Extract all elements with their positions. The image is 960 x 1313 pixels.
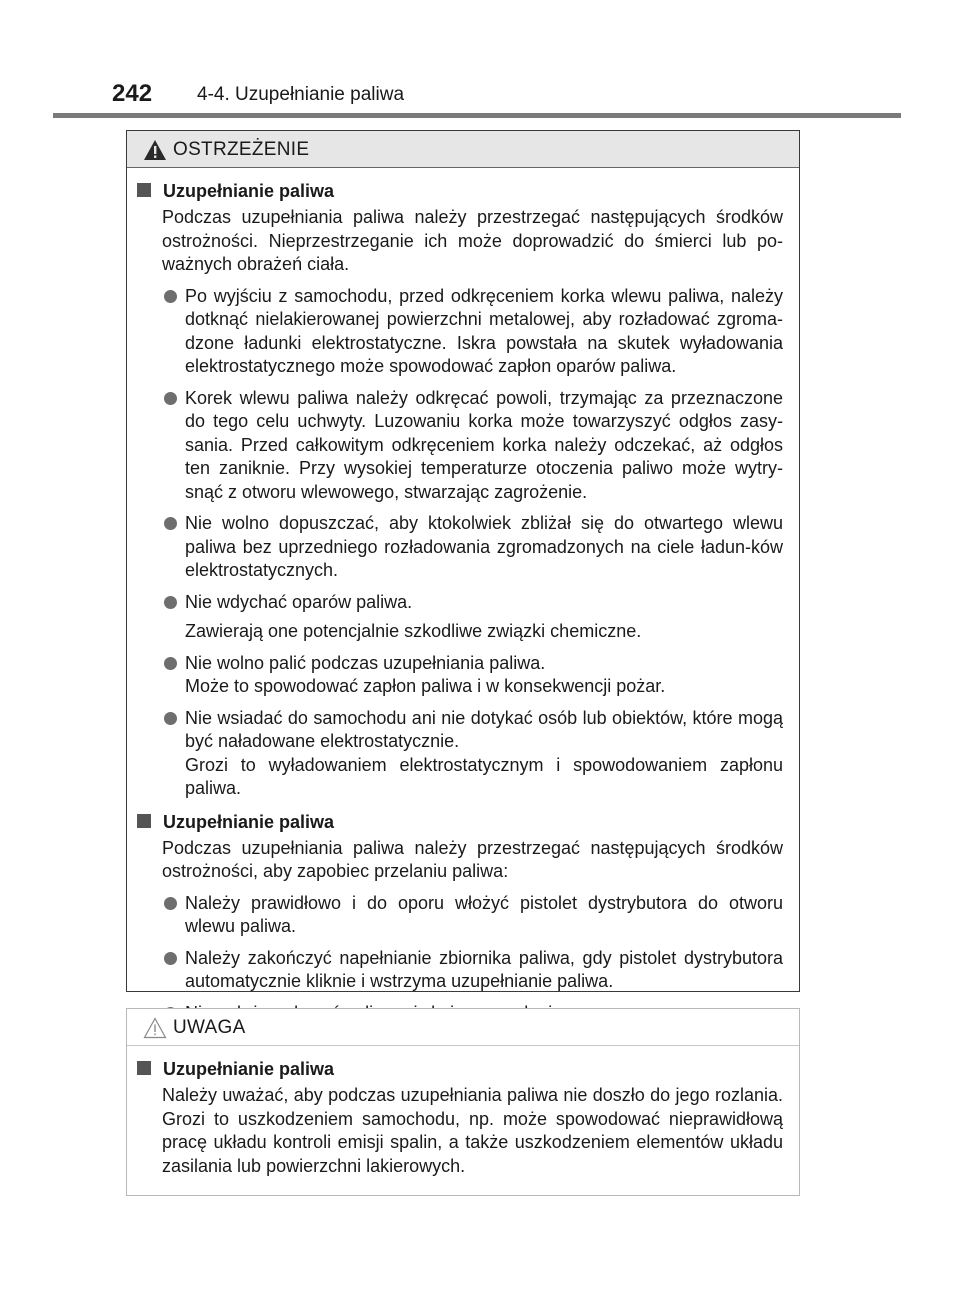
list-item: Należy zakończyć napełnianie zbiornika paliwa, gdy pistolet dystrybutora automatycznie kliknie i wstrzyma uzupełnianie paliwa. [137, 947, 785, 994]
section-heading: Uzupełnianie paliwa [137, 178, 785, 206]
list-item: Po wyjściu z samochodu, przed odkręceniem korka wlewu paliwa, należy dotknąć nielakierowanej powierzchni metalowej, aby rozładować zgroma-dzone ładunki elektrostatyczne. Iskra powstała na skutek wyładowania elektrostatycznego może spowodować zapłon oparów paliwa. [137, 285, 785, 379]
item-note: Może to spowodować zapłon paliwa i w konsekwencji pożar. [185, 676, 666, 696]
round-bullet-icon [164, 290, 177, 303]
list-item: Należy prawidłowo i do oporu włożyć pistolet dystrybutora do otworu wlewu paliwa. [137, 892, 785, 939]
notice-title: UWAGA [173, 1017, 246, 1038]
list-item: Korek wlewu paliwa należy odkręcać powoli, trzymając za przeznaczone do tego celu uchwyty. Luzowaniu korka może towarzyszyć odgłos zasy-sania. Przed całkowitym odkręceniem korka należy odczekać, aż odgłos ten zaniknie. Przy wysokiej temperaturze otoczenia paliwo może wytry-snąć z otworu wlewowego, stwarzając zagrożenie. [137, 387, 785, 505]
round-bullet-icon [164, 952, 177, 965]
square-bullet-icon [137, 183, 151, 197]
round-bullet-icon [164, 517, 177, 530]
caution-triangle-icon [143, 1017, 167, 1039]
round-bullet-icon [164, 392, 177, 405]
list-item: Nie wolno palić podczas uzupełniania paliwa. Może to spowodować zapłon paliwa i w konsekwencji pożar. [137, 652, 785, 699]
warning-title: OSTRZEŻENIE [173, 139, 310, 160]
round-bullet-icon [164, 657, 177, 670]
section-heading: Uzupełnianie paliwa [137, 1056, 785, 1084]
section-intro: Podczas uzupełniania paliwa należy przestrzegać następujących środków ostrożności. Nieprzestrzeganie ich może doprowadzić do śmierci lub po-ważnych obrażeń ciała. [162, 207, 783, 274]
notice-box-body [127, 1046, 799, 1178]
list-item: Nie wdychać oparów paliwa. Zawierają one potencjalnie szkodliwe związki chemiczne. [137, 591, 785, 644]
square-bullet-icon [137, 814, 151, 828]
item-note: Grozi to wyładowaniem elektrostatycznym i spowodowaniem zapłonu paliwa. [185, 754, 783, 798]
notice-text: Należy uważać, aby podczas uzupełniania paliwa nie doszło do jego rozlania. Grozi to uszkodzeniem samochodu, np. może spowodować nieprawidłową pracę układu kontroli emisji spalin, a także uszkodzeniem elementów układu zasilania lub powierzchni lakierowych. [162, 1085, 783, 1176]
notice-box-header [127, 1009, 799, 1046]
item-note: Zawierają one potencjalnie szkodliwe związki chemiczne. [185, 621, 642, 641]
warning-box [126, 130, 800, 992]
notice-box [126, 1008, 800, 1196]
round-bullet-icon [164, 897, 177, 910]
section-title: 4-4. Uzupełnianie paliwa [197, 84, 405, 105]
list-item: Nie wolno dopuszczać, aby ktokolwiek zbliżał się do otwartego wlewu paliwa bez uprzedniego rozładowania zgromadzonych na ciele ładun-ków elektrostatycznych. [137, 512, 785, 583]
warning-box-body [127, 168, 799, 1025]
square-bullet-icon [137, 1061, 151, 1075]
page-header [0, 0, 960, 120]
warning-triangle-icon [143, 139, 167, 161]
header-rule [53, 113, 901, 118]
section-intro: Podczas uzupełniania paliwa należy przestrzegać następujących środków ostrożności, aby zapobiec przelaniu paliwa: [162, 837, 783, 881]
section-heading: Uzupełnianie paliwa [137, 809, 785, 837]
page-number: 242 [112, 80, 153, 107]
warning-box-header [127, 131, 799, 168]
list-item: Nie wsiadać do samochodu ani nie dotykać osób lub obiektów, które mogą być naładowane elektrostatycznie. Grozi to wyładowaniem elektrostatycznym i spowodowaniem zapłonu paliwa. [137, 707, 785, 801]
round-bullet-icon [164, 596, 177, 609]
round-bullet-icon [164, 712, 177, 725]
